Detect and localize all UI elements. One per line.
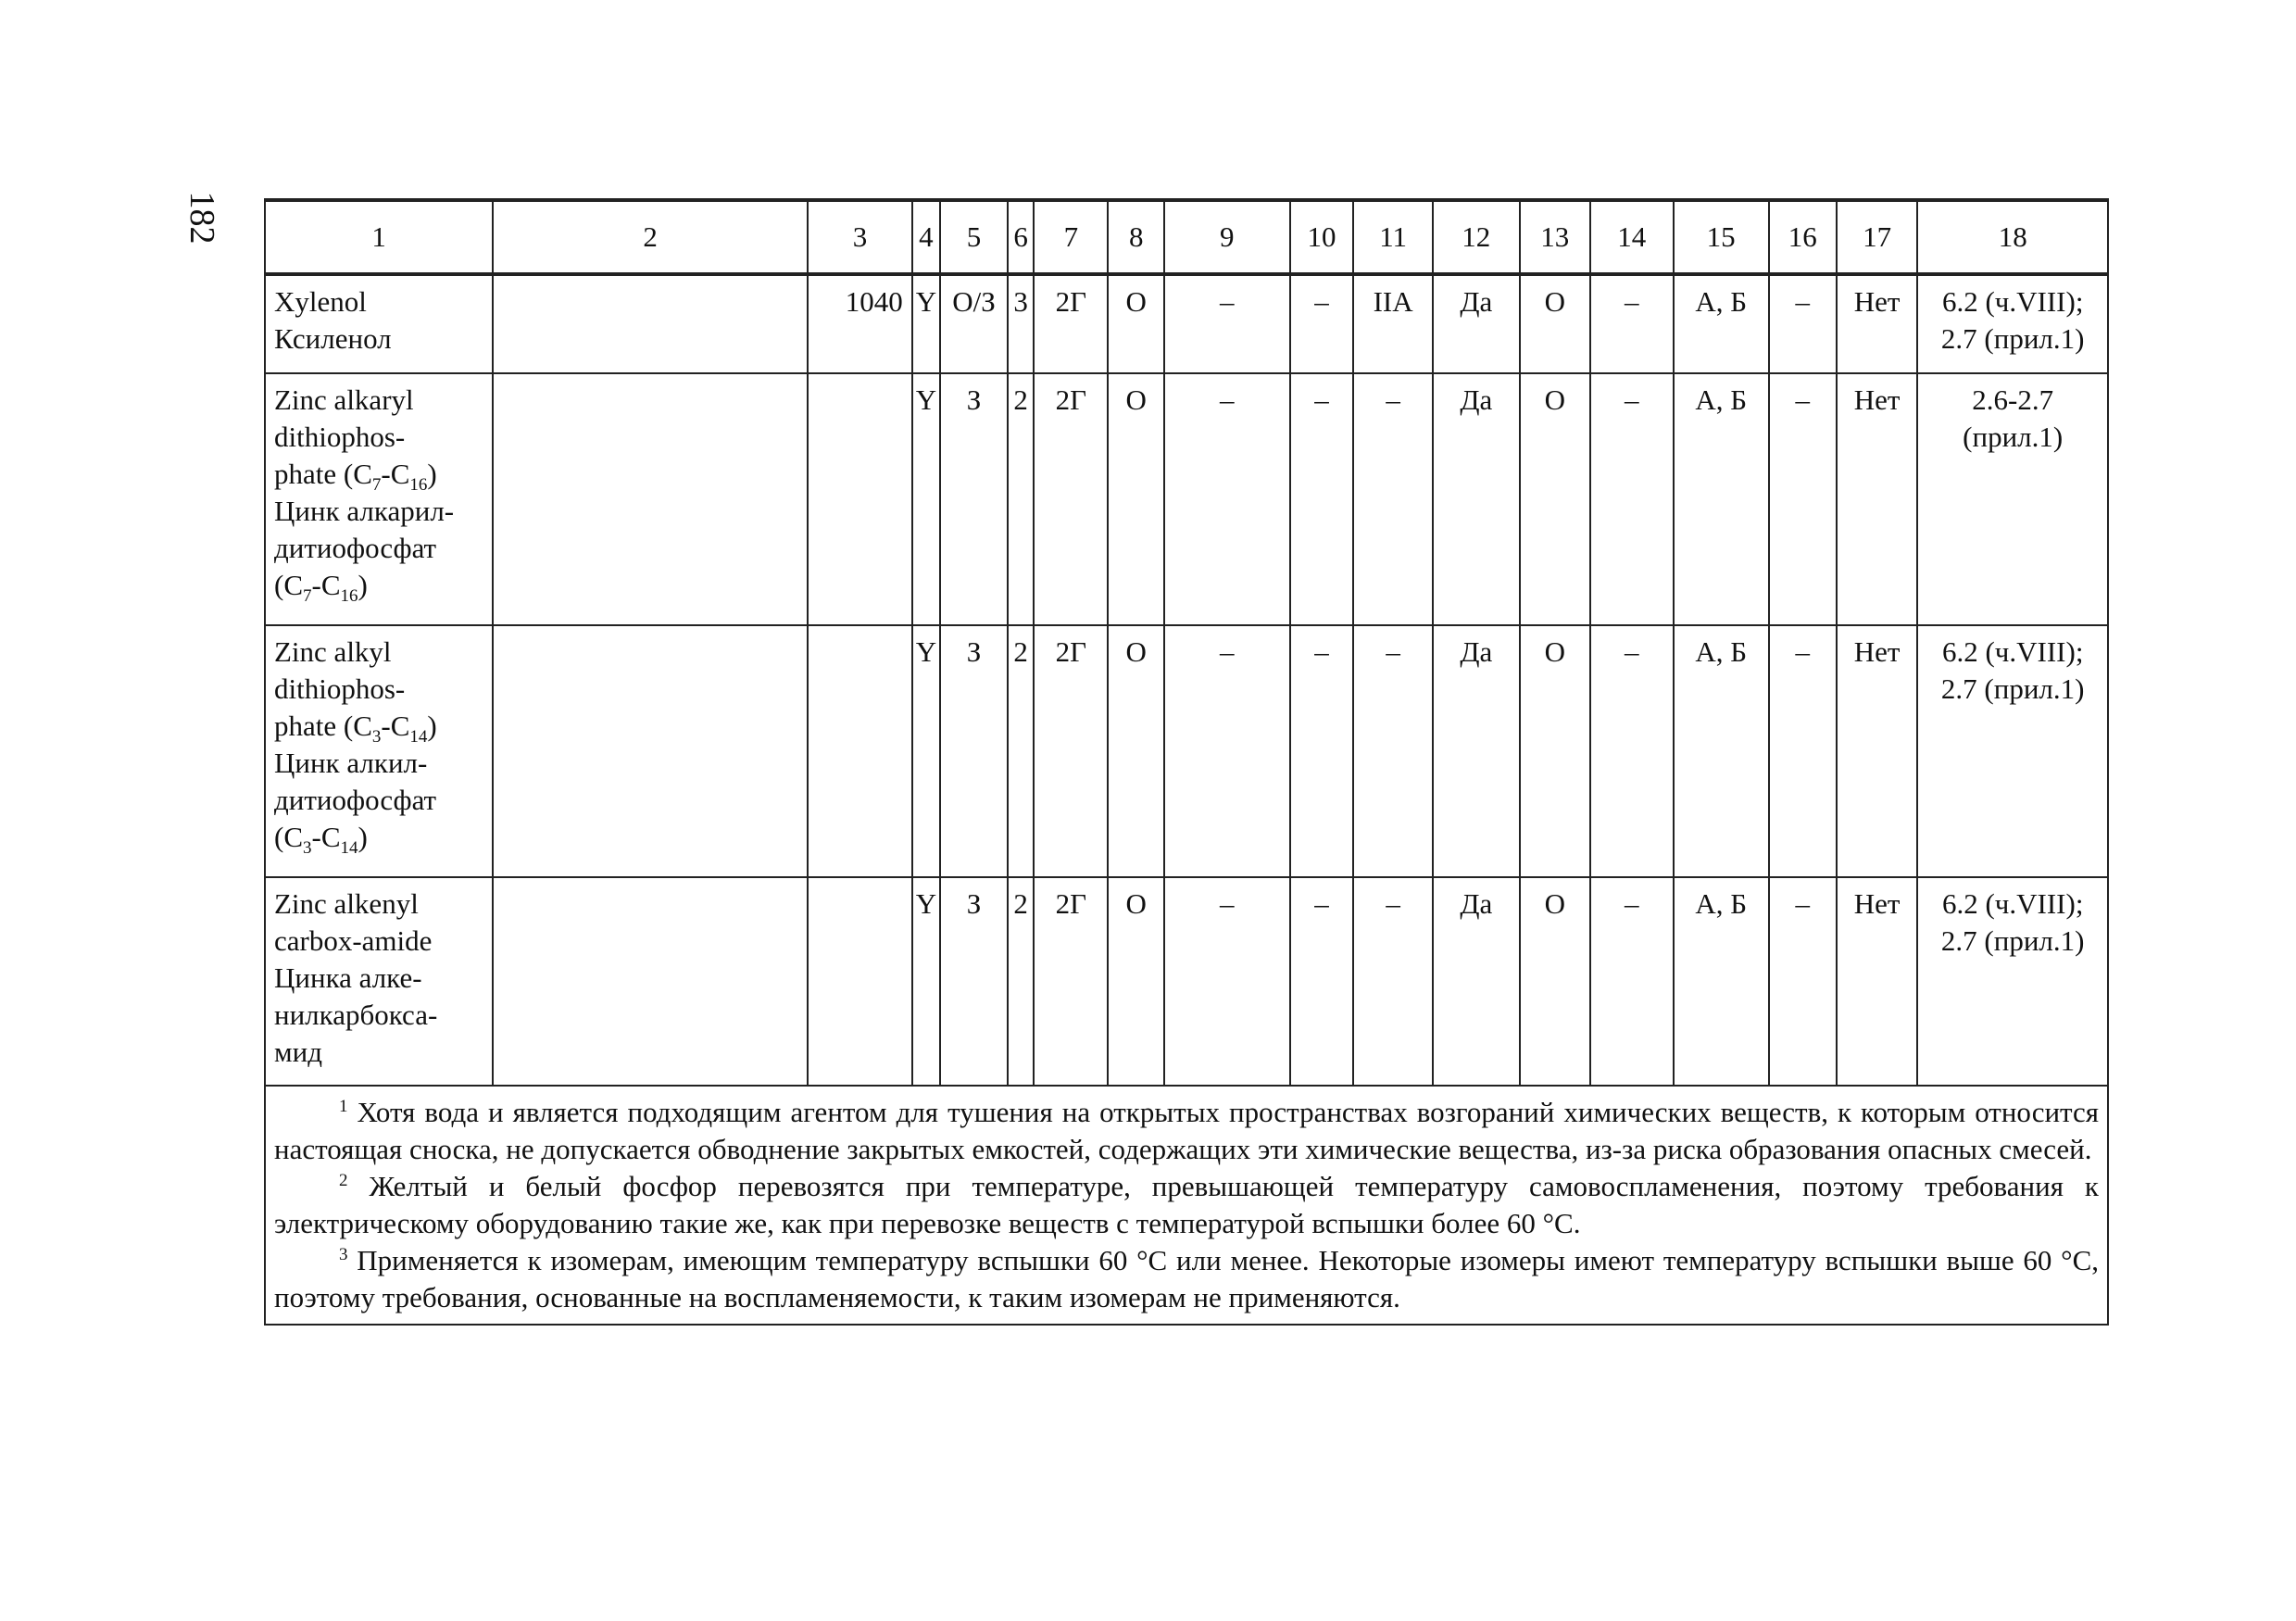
- cell-col5: О/З: [940, 274, 1008, 373]
- name-line: Zinc alkaryl: [274, 383, 414, 416]
- footnote-mark: 1: [339, 1097, 348, 1116]
- cell-col11: –: [1353, 877, 1433, 1086]
- substances-table: [264, 198, 2109, 1326]
- cell-col9: –: [1164, 274, 1290, 373]
- table-row: [265, 625, 2108, 877]
- name-line-formula: [274, 708, 483, 745]
- name-text: phate (C: [274, 458, 372, 490]
- cell-col14: –: [1590, 274, 1674, 373]
- footnote-text: Желтый и белый фосфор перевозятся при температуре, превышающей температуру самовоспламенения, поэтому требования к электрическому оборудованию такие же, как при перевозке веществ с температурой вспышки более 60 °С.: [274, 1170, 2099, 1239]
- name-ru: Ксиленол: [274, 322, 392, 355]
- cell-col3: [808, 625, 912, 877]
- name-text: -C: [311, 821, 341, 853]
- footnote-text: Применяется к изомерам, имеющим температуру вспышки 60 °С или менее. Некоторые изомеры имеют температуру вспышки выше 60 °С, поэтому требования, основанные на воспламеняемости, к таким изомерам не применяются.: [274, 1244, 2099, 1313]
- cell-col2: [493, 274, 808, 373]
- cell-col2: [493, 877, 808, 1086]
- cell-col4: Y: [912, 877, 940, 1086]
- col-header: 5: [940, 200, 1008, 274]
- cell-col4: Y: [912, 274, 940, 373]
- col-header: 18: [1917, 200, 2108, 274]
- cell-col7: 2Г: [1034, 625, 1108, 877]
- name-text: -C: [381, 458, 410, 490]
- subscript: 14: [340, 838, 358, 858]
- name-line: мид: [274, 1036, 322, 1068]
- name-en: Xylenol: [274, 285, 367, 318]
- col-header: 1: [265, 200, 493, 274]
- table-row: [265, 373, 2108, 625]
- name-text: ): [358, 821, 368, 853]
- cell-col13: О: [1520, 877, 1590, 1086]
- cell-col3: 1040: [808, 274, 912, 373]
- cell-col16: –: [1769, 877, 1837, 1086]
- name-line: Цинк алкил-: [274, 747, 428, 779]
- cell-col9: –: [1164, 877, 1290, 1086]
- col-header: 8: [1108, 200, 1163, 274]
- ref-line-1: 2.6-2.7: [1972, 383, 2054, 416]
- cell-col8: О: [1108, 877, 1163, 1086]
- name-text: (C: [274, 821, 303, 853]
- cell-col18: [1917, 373, 2108, 625]
- name-text: ): [427, 458, 437, 490]
- ref-line-2: 2.7 (прил.1): [1940, 672, 2085, 705]
- substance-name-cell: [265, 373, 493, 625]
- name-line: Цинка алке-: [274, 961, 422, 994]
- cell-col12: Да: [1433, 274, 1520, 373]
- col-header: 15: [1674, 200, 1769, 274]
- footnote-mark: 2: [339, 1171, 348, 1190]
- name-line-formula: [274, 819, 483, 856]
- cell-col13: О: [1520, 625, 1590, 877]
- cell-col13: О: [1520, 274, 1590, 373]
- cell-col18: [1917, 625, 2108, 877]
- substance-name-cell: [265, 877, 493, 1086]
- cell-col10: –: [1290, 877, 1354, 1086]
- col-header: 12: [1433, 200, 1520, 274]
- page-number: 182: [182, 191, 221, 245]
- name-line: dithiophos-: [274, 421, 406, 453]
- subscript: 7: [371, 475, 382, 495]
- subscript: 14: [409, 727, 428, 747]
- col-header: 10: [1290, 200, 1354, 274]
- footnote: [274, 1094, 2099, 1168]
- cell-col6: 2: [1008, 625, 1034, 877]
- cell-col9: –: [1164, 373, 1290, 625]
- name-line: дитиофосфат: [274, 784, 437, 816]
- col-header: 13: [1520, 200, 1590, 274]
- cell-col16: –: [1769, 625, 1837, 877]
- cell-col7: 2Г: [1034, 373, 1108, 625]
- cell-col17: Нет: [1837, 625, 1918, 877]
- cell-col11: IIA: [1353, 274, 1433, 373]
- footnote-text: Хотя вода и является подходящим агентом для тушения на открытых пространствах возгораний химических веществ, к которым относится настоящая сноска, не допускается обводнение закрытых емкостей, содержащих эти химические вещества, из-за риска образования опасных смесей.: [274, 1096, 2099, 1165]
- cell-col17: Нет: [1837, 274, 1918, 373]
- col-header: 9: [1164, 200, 1290, 274]
- name-text: ): [427, 710, 437, 742]
- cell-col17: Нет: [1837, 877, 1918, 1086]
- subscript: 16: [409, 475, 428, 495]
- cell-col3: [808, 877, 912, 1086]
- cell-col10: –: [1290, 373, 1354, 625]
- subscript: 16: [340, 586, 358, 606]
- col-header: 6: [1008, 200, 1034, 274]
- footnotes-row: [265, 1086, 2108, 1325]
- cell-col18: [1917, 274, 2108, 373]
- cell-col15: А, Б: [1674, 877, 1769, 1086]
- col-header: 14: [1590, 200, 1674, 274]
- cell-col14: –: [1590, 625, 1674, 877]
- col-header: 2: [493, 200, 808, 274]
- substance-name-cell: [265, 274, 493, 373]
- substance-name-cell: [265, 625, 493, 877]
- cell-col11: –: [1353, 625, 1433, 877]
- name-line: дитиофосфат: [274, 532, 437, 564]
- cell-col6: 3: [1008, 274, 1034, 373]
- cell-col16: –: [1769, 274, 1837, 373]
- cell-col7: 2Г: [1034, 877, 1108, 1086]
- cell-col14: –: [1590, 373, 1674, 625]
- cell-col7: 2Г: [1034, 274, 1108, 373]
- footnote-mark: 3: [339, 1245, 348, 1264]
- cell-col16: –: [1769, 373, 1837, 625]
- name-text: -C: [381, 710, 410, 742]
- cell-col2: [493, 625, 808, 877]
- name-line: Zinc alkyl: [274, 635, 392, 668]
- col-header: 11: [1353, 200, 1433, 274]
- name-text: -C: [311, 569, 341, 601]
- cell-col9: –: [1164, 625, 1290, 877]
- cell-col5: З: [940, 625, 1008, 877]
- subscript: 3: [303, 838, 312, 858]
- name-line: dithiophos-: [274, 672, 406, 705]
- ref-line-1: 6.2 (ч.VIII);: [1941, 285, 2084, 318]
- ref-line-2: (прил.1): [1963, 421, 2064, 453]
- cell-col6: 2: [1008, 373, 1034, 625]
- header-row: [265, 200, 2108, 274]
- col-header: 3: [808, 200, 912, 274]
- col-header: 16: [1769, 200, 1837, 274]
- name-line-formula: [274, 567, 483, 604]
- cell-col3: [808, 373, 912, 625]
- cell-col4: Y: [912, 625, 940, 877]
- cell-col14: –: [1590, 877, 1674, 1086]
- name-line: carbox-amide: [274, 924, 433, 957]
- name-text: (C: [274, 569, 303, 601]
- cell-col10: –: [1290, 274, 1354, 373]
- name-text: phate (C: [274, 710, 372, 742]
- cell-col11: –: [1353, 373, 1433, 625]
- cell-col17: Нет: [1837, 373, 1918, 625]
- cell-col18: [1917, 877, 2108, 1086]
- cell-col6: 2: [1008, 877, 1034, 1086]
- ref-line-1: 6.2 (ч.VIII);: [1941, 635, 2084, 668]
- table-row: [265, 877, 2108, 1086]
- name-line-formula: [274, 456, 483, 493]
- col-header: 7: [1034, 200, 1108, 274]
- cell-col8: О: [1108, 373, 1163, 625]
- name-line: Цинк алкарил-: [274, 495, 455, 527]
- footnotes-cell: [265, 1086, 2108, 1325]
- cell-col15: А, Б: [1674, 625, 1769, 877]
- cell-col12: Да: [1433, 373, 1520, 625]
- name-text: ): [358, 569, 368, 601]
- subscript: 3: [371, 727, 382, 747]
- cell-col15: А, Б: [1674, 274, 1769, 373]
- col-header: 17: [1837, 200, 1918, 274]
- cell-col4: Y: [912, 373, 940, 625]
- col-header: 4: [912, 200, 940, 274]
- ref-line-2: 2.7 (прил.1): [1940, 322, 2085, 355]
- ref-line-1: 6.2 (ч.VIII);: [1941, 887, 2084, 920]
- footnote: [274, 1242, 2099, 1316]
- table-row: [265, 274, 2108, 373]
- ref-line-2: 2.7 (прил.1): [1940, 924, 2085, 957]
- cell-col12: Да: [1433, 877, 1520, 1086]
- cell-col10: –: [1290, 625, 1354, 877]
- cell-col12: Да: [1433, 625, 1520, 877]
- subscript: 7: [303, 586, 312, 606]
- cell-col13: О: [1520, 373, 1590, 625]
- name-line: Zinc alkenyl: [274, 887, 419, 920]
- footnote: [274, 1168, 2099, 1242]
- cell-col2: [493, 373, 808, 625]
- cell-col5: З: [940, 373, 1008, 625]
- cell-col15: А, Б: [1674, 373, 1769, 625]
- cell-col8: О: [1108, 625, 1163, 877]
- cell-col5: З: [940, 877, 1008, 1086]
- cell-col8: О: [1108, 274, 1163, 373]
- name-line: нилкарбокса-: [274, 999, 438, 1031]
